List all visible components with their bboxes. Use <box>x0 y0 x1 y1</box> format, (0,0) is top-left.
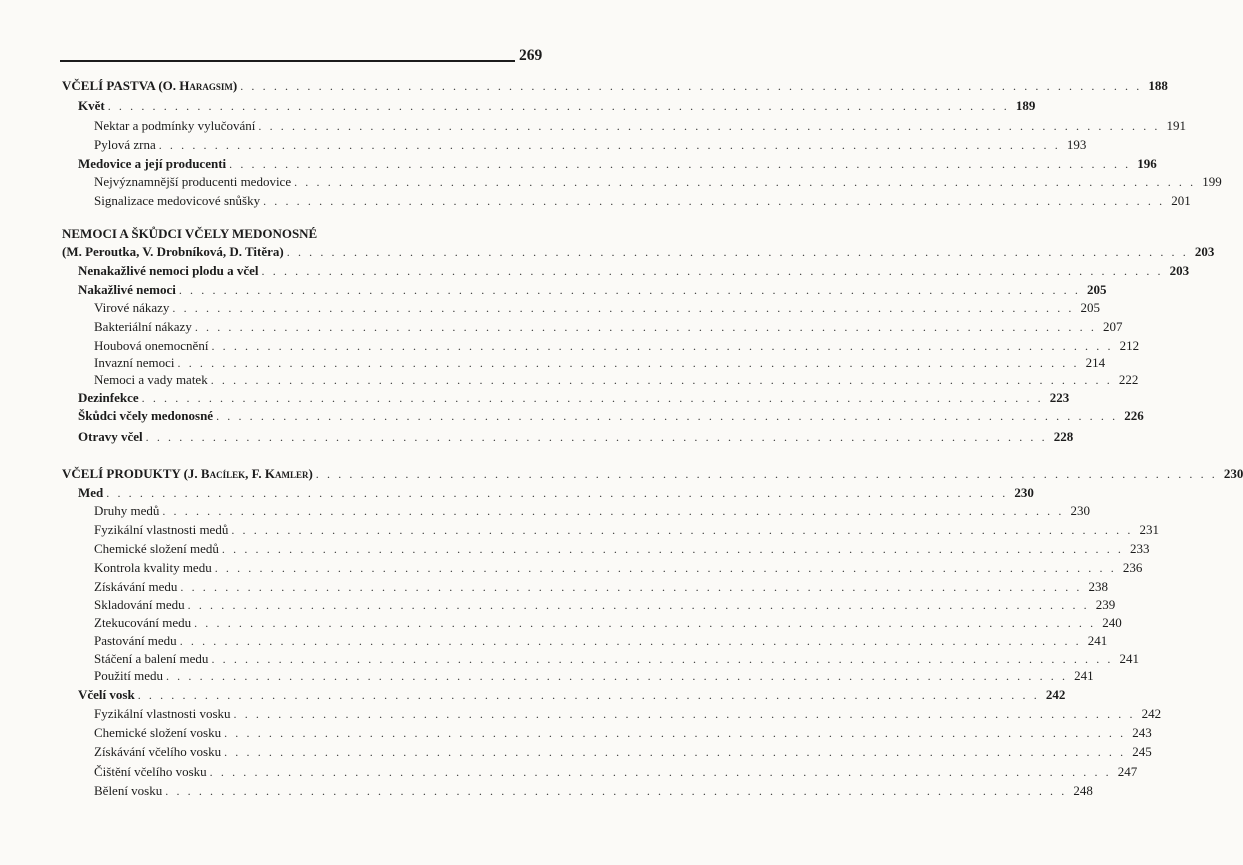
subchapter-row <box>94 650 1140 668</box>
entry-page-number: 191 <box>1166 118 1186 133</box>
entry-page-number: 188 <box>1148 78 1168 93</box>
dot-leader: . . . . . . . . . . . . . . . . . . . . . . . . . . . . . . . . . . . . . . . . . . . . . . . . . . . . . . . . . . . . . . . . . . . . . . . . . . . . . . . . . <box>216 409 1118 423</box>
dot-leader: . . . . . . . . . . . . . . . . . . . . . . . . . . . . . . . . . . . . . . . . . . . . . . . . . . . . . . . . . . . . . . . . . . . . . . . . . . . . . . . . . <box>141 391 1044 405</box>
entry-page-number: 203 <box>1169 263 1190 278</box>
chapter-row <box>78 281 1107 299</box>
entry-title: VČELÍ PASTVA (O. Haragsim) <box>62 78 238 93</box>
dot-leader: . . . . . . . . . . . . . . . . . . . . . . . . . . . . . . . . . . . . . . . . . . . . . . . . . . . . . . . . . . . . . . . . . . . . . . . . . . . . . . . . . <box>209 765 1112 779</box>
subchapter-row <box>94 667 1094 685</box>
subchapter-row <box>94 596 1116 614</box>
chapter-row <box>78 389 1070 407</box>
entry-title: Získávání medu <box>94 579 178 594</box>
subchapter-row <box>94 724 1152 742</box>
entry-page-number: 207 <box>1102 319 1123 334</box>
entry-page-number: 203 <box>1194 244 1215 259</box>
subchapter-row <box>94 614 1122 632</box>
dot-leader: . . . . . . . . . . . . . . . . . . . . . . . . . . . . . . . . . . . . . . . . . . . . . . . . . . . . . . . . . . . . . . . . . . . . . . . . . . . . . . . . . <box>165 784 1067 798</box>
entry-page-number: 212 <box>1119 338 1140 353</box>
dot-leader: . . . . . . . . . . . . . . . . . . . . . . . . . . . . . . . . . . . . . . . . . . . . . . . . . . . . . . . . . . . . . . . . . . . . . . . . . . . . . . . . . <box>214 561 1117 575</box>
dot-leader: . . . . . . . . . . . . . . . . . . . . . . . . . . . . . . . . . . . . . . . . . . . . . . . . . . . . . . . . . . . . . . . . . . . . . . . . . . . . . . . . . <box>165 669 1068 683</box>
entry-title: Chemické složení medů <box>94 541 219 556</box>
entry-page-number: 236 <box>1122 560 1143 575</box>
dot-leader: . . . . . . . . . . . . . . . . . . . . . . . . . . . . . . . . . . . . . . . . . . . . . . . . . . . . . . . . . . . . . . . . . . . . . . . . . . . . . . . . . <box>107 99 1010 113</box>
entry-title: Medovice a její producenti <box>78 156 227 171</box>
dot-leader: . . . . . . . . . . . . . . . . . . . . . . . . . . . . . . . . . . . . . . . . . . . . . . . . . . . . . . . . . . . . . . . . . . . . . . . . . . . . . . . . . <box>106 486 1008 500</box>
dot-leader: . . . . . . . . . . . . . . . . . . . . . . . . . . . . . . . . . . . . . . . . . . . . . . . . . . . . . . . . . . . . . . . . . . . . . . . . . . . . . . . . . <box>179 634 1082 648</box>
entry-title: Květ <box>78 98 105 113</box>
entry-page-number: 205 <box>1086 282 1107 297</box>
chapter-row <box>78 484 1034 502</box>
section-authors-row <box>62 243 1215 261</box>
page-number: 269 <box>519 47 543 64</box>
entry-title: Bakteriální nákazy <box>94 319 192 334</box>
entry-title: Druhy medů <box>94 503 160 518</box>
subchapter-row <box>94 502 1090 520</box>
subchapter-row <box>94 540 1150 558</box>
dot-leader: . . . . . . . . . . . . . . . . . . . . . . . . . . . . . . . . . . . . . . . . . . . . . . . . . . . . . . . . . . . . . . . . . . . . . . . . . . . . . . . . . <box>221 542 1124 556</box>
entry-page-number: 223 <box>1049 390 1070 405</box>
entry-title: VČELÍ PRODUKTY (J. Bacílek, F. Kamler) <box>62 466 313 481</box>
subchapter-row <box>94 371 1139 389</box>
dot-leader: . . . . . . . . . . . . . . . . . . . . . . . . . . . . . . . . . . . . . . . . . . . . . . . . . . . . . . . . . . . . . . . . . . . . . . . . . . . . . . . . . <box>315 467 1218 481</box>
entry-page-number: 230 <box>1223 466 1243 481</box>
chapter-row <box>78 686 1066 704</box>
dot-leader: . . . . . . . . . . . . . . . . . . . . . . . . . . . . . . . . . . . . . . . . . . . . . . . . . . . . . . . . . . . . . . . . . . . . . . . . . . . . . . . . . <box>263 194 1165 208</box>
dot-leader: . . . . . . . . . . . . . . . . . . . . . . . . . . . . . . . . . . . . . . . . . . . . . . . . . . . . . . . . . . . . . . . . . . . . . . . . . . . . . . . . . <box>172 301 1074 315</box>
dot-leader: . . . . . . . . . . . . . . . . . . . . . . . . . . . . . . . . . . . . . . . . . . . . . . . . . . . . . . . . . . . . . . . . . . . . . . . . . . . . . . . . . <box>224 726 1126 740</box>
entry-title: Houbová onemocnění <box>94 338 209 353</box>
entry-title: Ztekucování medu <box>94 615 192 630</box>
entry-page-number: 239 <box>1095 597 1116 612</box>
subchapter-row <box>94 354 1106 372</box>
section-title: NEMOCI A ŠKŮDCI VČELY MEDONOSNÉ <box>62 226 318 241</box>
entry-page-number: 233 <box>1130 541 1150 556</box>
entry-page-number: 189 <box>1015 98 1036 113</box>
dot-leader: . . . . . . . . . . . . . . . . . . . . . . . . . . . . . . . . . . . . . . . . . . . . . . . . . . . . . . . . . . . . . . . . . . . . . . . . . . . . . . . . . <box>210 373 1113 387</box>
entry-title: Stáčení a balení medu <box>94 651 209 666</box>
entry-page-number: 242 <box>1045 687 1066 702</box>
entry-page-number: 247 <box>1117 764 1138 779</box>
subchapter-row <box>94 559 1143 577</box>
entry-page-number: 193 <box>1066 137 1087 152</box>
header-rule <box>60 60 515 62</box>
entry-page-number: 230 <box>1014 485 1034 500</box>
subchapter-row <box>94 763 1138 781</box>
entry-page-number: 226 <box>1124 408 1144 423</box>
dot-leader: . . . . . . . . . . . . . . . . . . . . . . . . . . . . . . . . . . . . . . . . . . . . . . . . . . . . . . . . . . . . . . . . . . . . . . . . . . . . . . . . . <box>158 138 1061 152</box>
subchapter-row <box>94 521 1159 539</box>
entry-title: Pastování medu <box>94 633 177 648</box>
subchapter-row <box>94 743 1152 761</box>
entry-title: Pylová zrna <box>94 137 156 152</box>
dot-leader: . . . . . . . . . . . . . . . . . . . . . . . . . . . . . . . . . . . . . . . . . . . . . . . . . . . . . . . . . . . . . . . . . . . . . . . . . . . . . . . . . <box>180 580 1083 594</box>
entry-title: Použití medu <box>94 668 163 683</box>
dot-leader: . . . . . . . . . . . . . . . . . . . . . . . . . . . . . . . . . . . . . . . . . . . . . . . . . . . . . . . . . . . . . . . . . . . . . . . . . . . . . . . . . <box>194 320 1097 334</box>
entry-title: Nejvýznamnější producenti medovice <box>94 174 292 189</box>
dot-leader: . . . . . . . . . . . . . . . . . . . . . . . . . . . . . . . . . . . . . . . . . . . . . . . . . . . . . . . . . . . . . . . . . . . . . . . . . . . . . . . . . <box>194 616 1096 630</box>
dot-leader: . . . . . . . . . . . . . . . . . . . . . . . . . . . . . . . . . . . . . . . . . . . . . . . . . . . . . . . . . . . . . . . . . . . . . . . . . . . . . . . . . <box>137 688 1040 702</box>
entry-title: Nektar a podmínky vylučování <box>94 118 256 133</box>
dot-leader: . . . . . . . . . . . . . . . . . . . . . . . . . . . . . . . . . . . . . . . . . . . . . . . . . . . . . . . . . . . . . . . . . . . . . . . . . . . . . . . . . <box>224 745 1126 759</box>
entry-title: Škůdci včely medonosné <box>78 408 214 423</box>
entry-title: (M. Peroutka, V. Drobníková, D. Titěra) <box>62 244 284 259</box>
dot-leader: . . . . . . . . . . . . . . . . . . . . . . . . . . . . . . . . . . . . . . . . . . . . . . . . . . . . . . . . . . . . . . . . . . . . . . . . . . . . . . . . . <box>258 119 1160 133</box>
dot-leader: . . . . . . . . . . . . . . . . . . . . . . . . . . . . . . . . . . . . . . . . . . . . . . . . . . . . . . . . . . . . . . . . . . . . . . . . . . . . . . . . . <box>286 245 1189 259</box>
dot-leader: . . . . . . . . . . . . . . . . . . . . . . . . . . . . . . . . . . . . . . . . . . . . . . . . . . . . . . . . . . . . . . . . . . . . . . . . . . . . . . . . . <box>211 652 1114 666</box>
entry-page-number: 245 <box>1132 744 1152 759</box>
entry-page-number: 241 <box>1074 668 1094 683</box>
dot-leader: . . . . . . . . . . . . . . . . . . . . . . . . . . . . . . . . . . . . . . . . . . . . . . . . . . . . . . . . . . . . . . . . . . . . . . . . . . . . . . . . . <box>233 707 1136 721</box>
entry-title: Chemické složení vosku <box>94 725 222 740</box>
entry-title: Včelí vosk <box>78 687 135 702</box>
entry-page-number: 230 <box>1070 503 1090 518</box>
chapter-row <box>78 407 1144 425</box>
entry-title: Získávání včelího vosku <box>94 744 222 759</box>
entry-page-number: 241 <box>1087 633 1108 648</box>
entry-page-number: 241 <box>1119 651 1140 666</box>
entry-title: Skladování medu <box>94 597 185 612</box>
entry-title: Bělení vosku <box>94 783 163 798</box>
subchapter-row <box>94 578 1109 596</box>
entry-page-number: 196 <box>1137 156 1157 171</box>
subchapter-row <box>94 782 1093 800</box>
dot-leader: . . . . . . . . . . . . . . . . . . . . . . . . . . . . . . . . . . . . . . . . . . . . . . . . . . . . . . . . . . . . . . . . . . . . . . . . . . . . . . . . . <box>294 175 1196 189</box>
entry-title: Virové nákazy <box>94 300 170 315</box>
dot-leader: . . . . . . . . . . . . . . . . . . . . . . . . . . . . . . . . . . . . . . . . . . . . . . . . . . . . . . . . . . . . . . . . . . . . . . . . . . . . . . . . . <box>240 79 1142 93</box>
subchapter-row <box>94 136 1087 154</box>
subchapter-row <box>94 117 1186 135</box>
dot-leader: . . . . . . . . . . . . . . . . . . . . . . . . . . . . . . . . . . . . . . . . . . . . . . . . . . . . . . . . . . . . . . . . . . . . . . . . . . . . . . . . . <box>261 264 1164 278</box>
entry-title: Dezinfekce <box>78 390 139 405</box>
entry-title: Otravy včel <box>78 429 143 444</box>
entry-page-number: 199 <box>1202 174 1222 189</box>
entry-page-number: 214 <box>1085 355 1106 370</box>
entry-page-number: 248 <box>1073 783 1093 798</box>
entry-page-number: 222 <box>1118 372 1139 387</box>
entry-page-number: 243 <box>1132 725 1152 740</box>
entry-title: Nemoci a vady matek <box>94 372 208 387</box>
subchapter-row <box>94 318 1123 336</box>
subchapter-row <box>94 705 1162 723</box>
entry-title: Med <box>78 485 104 500</box>
entry-page-number: 205 <box>1080 300 1100 315</box>
subchapter-row <box>94 299 1100 317</box>
subchapter-row <box>94 337 1140 355</box>
entry-page-number: 238 <box>1088 579 1109 594</box>
entry-title: Signalizace medovicové snůšky <box>94 193 261 208</box>
entry-title: Nakažlivé nemoci <box>78 282 176 297</box>
dot-leader: . . . . . . . . . . . . . . . . . . . . . . . . . . . . . . . . . . . . . . . . . . . . . . . . . . . . . . . . . . . . . . . . . . . . . . . . . . . . . . . . . <box>229 157 1131 171</box>
entry-title: Kontrola kvality medu <box>94 560 212 575</box>
dot-leader: . . . . . . . . . . . . . . . . . . . . . . . . . . . . . . . . . . . . . . . . . . . . . . . . . . . . . . . . . . . . . . . . . . . . . . . . . . . . . . . . . <box>177 356 1080 370</box>
chapter-row <box>78 155 1157 173</box>
dot-leader: . . . . . . . . . . . . . . . . . . . . . . . . . . . . . . . . . . . . . . . . . . . . . . . . . . . . . . . . . . . . . . . . . . . . . . . . . . . . . . . . . <box>178 283 1081 297</box>
subchapter-row <box>94 192 1191 210</box>
dot-leader: . . . . . . . . . . . . . . . . . . . . . . . . . . . . . . . . . . . . . . . . . . . . . . . . . . . . . . . . . . . . . . . . . . . . . . . . . . . . . . . . . <box>211 339 1114 353</box>
entry-page-number: 228 <box>1053 429 1074 444</box>
section-title-row <box>62 465 1243 483</box>
entry-page-number: 201 <box>1171 193 1191 208</box>
entry-title: Fyzikální vlastnosti medů <box>94 522 229 537</box>
section-title-row <box>62 77 1168 95</box>
entry-page-number: 242 <box>1141 706 1162 721</box>
subchapter-row <box>94 632 1108 650</box>
entry-title: Invazní nemoci <box>94 355 175 370</box>
dot-leader: . . . . . . . . . . . . . . . . . . . . . . . . . . . . . . . . . . . . . . . . . . . . . . . . . . . . . . . . . . . . . . . . . . . . . . . . . . . . . . . . . <box>187 598 1090 612</box>
entry-page-number: 231 <box>1139 522 1159 537</box>
chapter-row <box>78 97 1036 115</box>
entry-title: Nenakažlivé nemoci plodu a včel <box>78 263 259 278</box>
chapter-row <box>78 262 1190 280</box>
subchapter-row <box>94 173 1222 191</box>
entry-title: Čištění včelího vosku <box>94 764 207 779</box>
entry-title: Fyzikální vlastnosti vosku <box>94 706 231 721</box>
dot-leader: . . . . . . . . . . . . . . . . . . . . . . . . . . . . . . . . . . . . . . . . . . . . . . . . . . . . . . . . . . . . . . . . . . . . . . . . . . . . . . . . . <box>231 523 1133 537</box>
dot-leader: . . . . . . . . . . . . . . . . . . . . . . . . . . . . . . . . . . . . . . . . . . . . . . . . . . . . . . . . . . . . . . . . . . . . . . . . . . . . . . . . . <box>162 504 1064 518</box>
entry-page-number: 240 <box>1102 615 1122 630</box>
dot-leader: . . . . . . . . . . . . . . . . . . . . . . . . . . . . . . . . . . . . . . . . . . . . . . . . . . . . . . . . . . . . . . . . . . . . . . . . . . . . . . . . . <box>145 430 1048 444</box>
chapter-row <box>78 428 1074 446</box>
